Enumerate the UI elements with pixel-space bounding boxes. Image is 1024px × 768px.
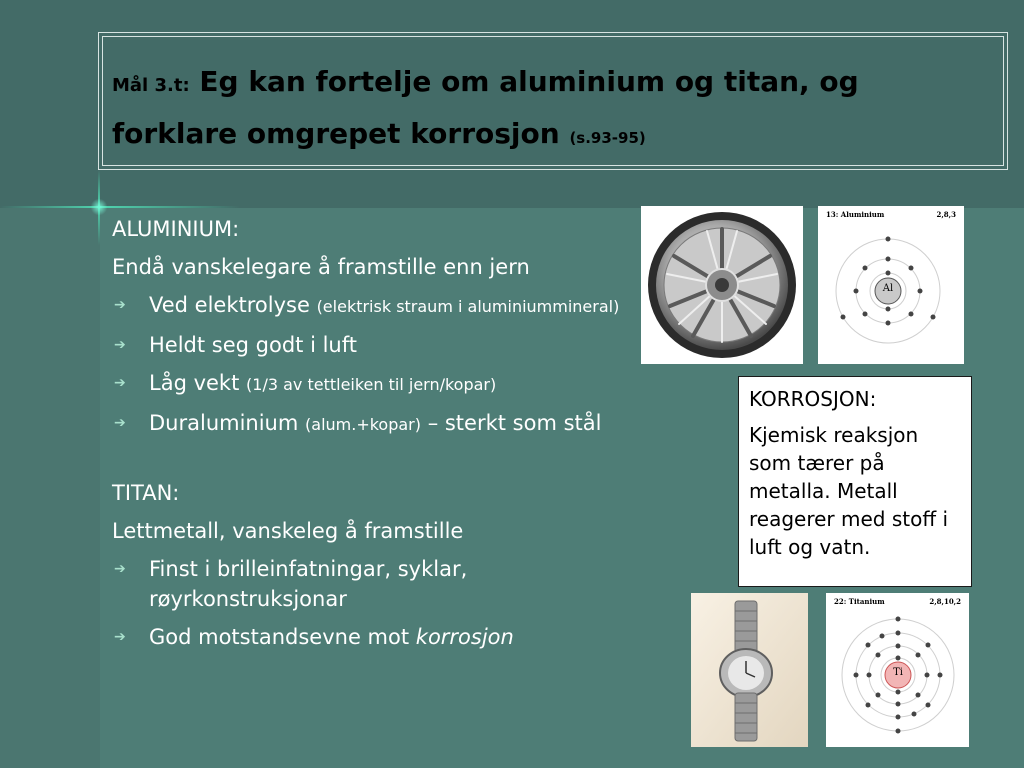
- slide-title: [112, 58, 992, 162]
- arrow-right-icon: ➔: [114, 337, 126, 353]
- arrow-right-icon: ➔: [114, 375, 126, 391]
- list-item: ➔ Heldt seg godt i luft: [112, 330, 632, 360]
- atom-shells: 2,8,10,2: [929, 597, 961, 606]
- accent-glow: [90, 199, 108, 215]
- accent-horizontal-line: [0, 206, 240, 208]
- titanium-atom-diagram: [826, 593, 969, 747]
- list-item: ➔ Låg vekt (1/3 av tettleiken til jern/kopar): [112, 368, 632, 400]
- arrow-right-icon: ➔: [114, 297, 126, 313]
- atom-symbol: Al: [882, 283, 894, 294]
- atom-label: 22: Titanium: [834, 597, 885, 606]
- aluminium-atom-diagram: [818, 206, 964, 364]
- list-item: ➔ Ved elektrolyse (elektrisk straum i aluminiummineral): [112, 290, 632, 322]
- korrosjon-box: [738, 376, 972, 587]
- titanium-watch-photo: [691, 593, 808, 747]
- alloy-wheel-icon: [641, 206, 803, 364]
- list-item: ➔ God motstandsevne mot korrosjon: [112, 622, 632, 652]
- atom-shells: 2,8,3: [936, 210, 956, 219]
- aluminium-intro: Endå vanskelegare å framstille enn jern: [112, 255, 530, 279]
- title-main: Eg kan fortelje om aluminium og titan, og forklare omgrepet korrosjon: [112, 65, 859, 150]
- title-prefix: Mål 3.t:: [112, 75, 190, 96]
- title-page-reference: (s.93-95): [569, 129, 646, 147]
- korrosjon-heading: KORROSJON:: [749, 387, 877, 411]
- alloy-wheel-photo: [641, 206, 803, 364]
- atom-symbol: Ti: [893, 667, 903, 678]
- korrosjon-text: Kjemisk reaksjon som tærer på metalla. Metall reagerer med stoff i luft og vatn.: [749, 423, 949, 559]
- titan-heading: TITAN:: [112, 481, 180, 505]
- body-text: [112, 214, 632, 660]
- aluminium-heading: ALUMINIUM:: [112, 217, 240, 241]
- watch-icon: [691, 593, 808, 747]
- list-item: ➔ Finst i brilleinfatningar, syklar, røyrkonstruksjonar: [112, 554, 632, 614]
- left-margin-band: [0, 208, 100, 768]
- list-item: ➔ Duraluminium (alum.+kopar) – sterkt som stål: [112, 408, 632, 440]
- titan-intro: Lettmetall, vanskeleg å framstille: [112, 519, 464, 543]
- arrow-right-icon: ➔: [114, 561, 126, 577]
- arrow-right-icon: ➔: [114, 629, 126, 645]
- atom-label: 13: Aluminium: [826, 210, 885, 219]
- arrow-right-icon: ➔: [114, 415, 126, 431]
